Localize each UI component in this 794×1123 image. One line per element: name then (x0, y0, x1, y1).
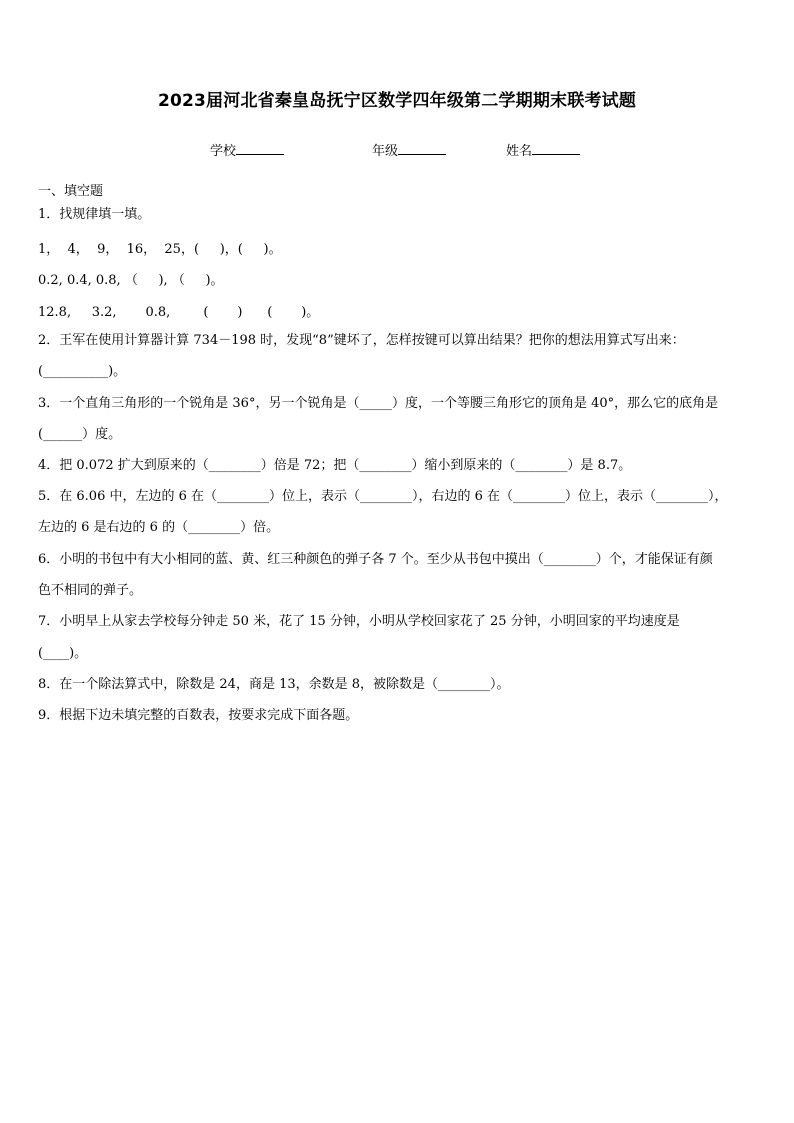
question-2-line-1: 2．王军在使用计算器计算 734－198 时，发现“8”键坏了，怎样按键可以算出结果？把你的想法用算式写出来： (38, 333, 685, 348)
question-5-line-2: 左边的 6 是右边的 6 的（________）倍。 (38, 520, 280, 535)
section-heading: 一、填空题 (38, 184, 104, 199)
question-4-line-1: 4．把 0.072 扩大到原来的（________）倍是 72；把（________）缩小到原来的（________）是 8.7。 (38, 458, 632, 473)
name-blank[interactable] (532, 141, 580, 155)
page-title: 2023届河北省秦皇岛抚宁区数学四年级第二学期期末联考试题 (157, 91, 637, 111)
question-6-line-2: 色不相同的弹子。 (38, 583, 143, 598)
question-5-line-1: 5．在 6.06 中，左边的 6 在（________）位上，表示（________），右边的 6 在（________）位上，表示（________）， (38, 489, 728, 504)
question-8-line-1: 8．在一个除法算式中，除数是 24，商是 13，余数是 8，被除数是（________）。 (38, 677, 510, 692)
name-label: 姓名 (506, 144, 533, 159)
student-info-row (0, 140, 794, 160)
question-6-line-1: 6．小明的书包中有大小相同的蓝、黄、红三种颜色的弹子各 7 个。至少从书包中摸出（________）个，才能保证有颜 (38, 552, 713, 567)
question-2-line-2: (__________)。 (38, 364, 127, 379)
name-field (506, 140, 580, 159)
school-field (210, 140, 284, 159)
question-1-stem: 1．找规律填一填。 (38, 207, 151, 222)
question-3-line-2: (______）度。 (38, 427, 122, 442)
question-7-line-1: 7．小明早上从家去学校每分钟走 50 米，花了 15 分钟，小明从学校回家花了 25 分钟，小明回家的平均速度是 (38, 614, 680, 629)
grade-label: 年级 (372, 144, 399, 159)
grade-field (372, 140, 446, 159)
school-label: 学校 (210, 144, 237, 159)
question-1-sequence-2: 0.2, 0.4, 0.8, （ ), （ )。 (38, 273, 224, 288)
school-blank[interactable] (236, 141, 284, 155)
question-7-line-2: (____)。 (38, 646, 88, 661)
question-1-sequence-3: 12.8, 3.2, 0.8, ( ) ( )。 (38, 305, 320, 320)
question-3-line-1: 3．一个直角三角形的一个锐角是 36°，另一个锐角是（_____）度，一个等腰三角形它的顶角是 40°，那么它的底角是 (38, 396, 719, 411)
question-1-sequence-1: 1， 4， 9， 16， 25，( )，( )。 (38, 242, 282, 257)
grade-blank[interactable] (398, 141, 446, 155)
question-9-line-1: 9．根据下边未填完整的百数表，按要求完成下面各题。 (38, 708, 359, 723)
